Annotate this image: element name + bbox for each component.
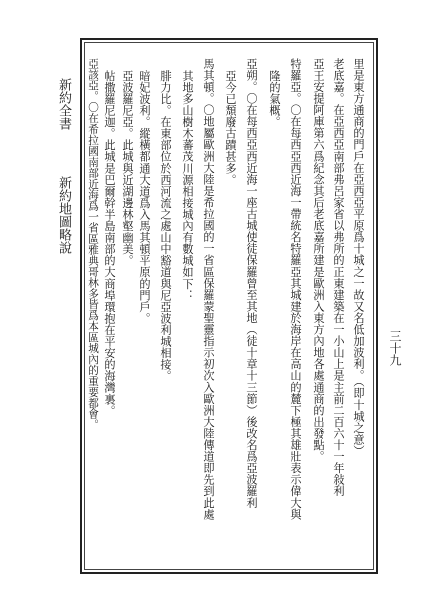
text-column-3: 亞王安提阿庫第六爲紀念其后老底嘉所建是歐洲入東方內地各處通商的出發點。 — [312, 58, 325, 463]
book-title: 新約全書 — [56, 78, 71, 130]
text-column-6: 亞朔。〇在每西亞西近海一座古城使徒保羅曾至其地（徒十章十三節）後改名爲亞波羅利 — [245, 58, 258, 509]
text-column-12: 亞波羅尼亞。此城與近湖邊林壑幽美。 — [121, 70, 134, 267]
page-number: 三十九 — [388, 330, 402, 366]
text-column-14: 亞該亞。〇在希拉國南部近海爲一省區雅典哥林多皆爲本區城內的重要都會。 — [87, 58, 99, 431]
text-column-8: 馬其頓。〇地屬歐洲大陸是希拉國的一省區保羅蒙聖靈指示初次入歐洲大陸傳道即先到此處 — [202, 58, 215, 520]
text-column-2: 老底嘉。在亞西亞南部弗呂家省以弗所的正東建築在一小山上是主前二百六十一年敍利 — [332, 58, 345, 497]
text-column-1: 里是東方通商的門戶在亞西亞平原爲十城之一故又名低加波利。（即十城之意） — [352, 58, 365, 457]
text-column-4: 特羅亞。〇在每西亞西近海一帶統名特羅亞其城建於海岸在高山的麓下極其雄壯表示偉大與 — [289, 58, 302, 520]
text-column-10: 腓力比。在東部位於西河流之處山中豁道與尼亞波利城相接。 — [159, 70, 172, 382]
section-title: 新約地圖略說 — [56, 176, 71, 254]
text-column-11: 暗妃波利。縱橫都通大道爲入馬其頓平原的門戶。 — [138, 70, 151, 325]
text-column-9: 其地多山樹木蕃茂川源相接城內有數城如下： — [181, 70, 194, 301]
text-column-5: 隆的氣概。 — [268, 70, 281, 128]
text-column-13: 帖撒羅尼迦。此城是巴爾幹半島南部的大商埠環抱在平安的海灣裏。 — [103, 70, 116, 417]
text-column-7: 亞今已頹廢古蹟甚多。 — [224, 70, 237, 186]
